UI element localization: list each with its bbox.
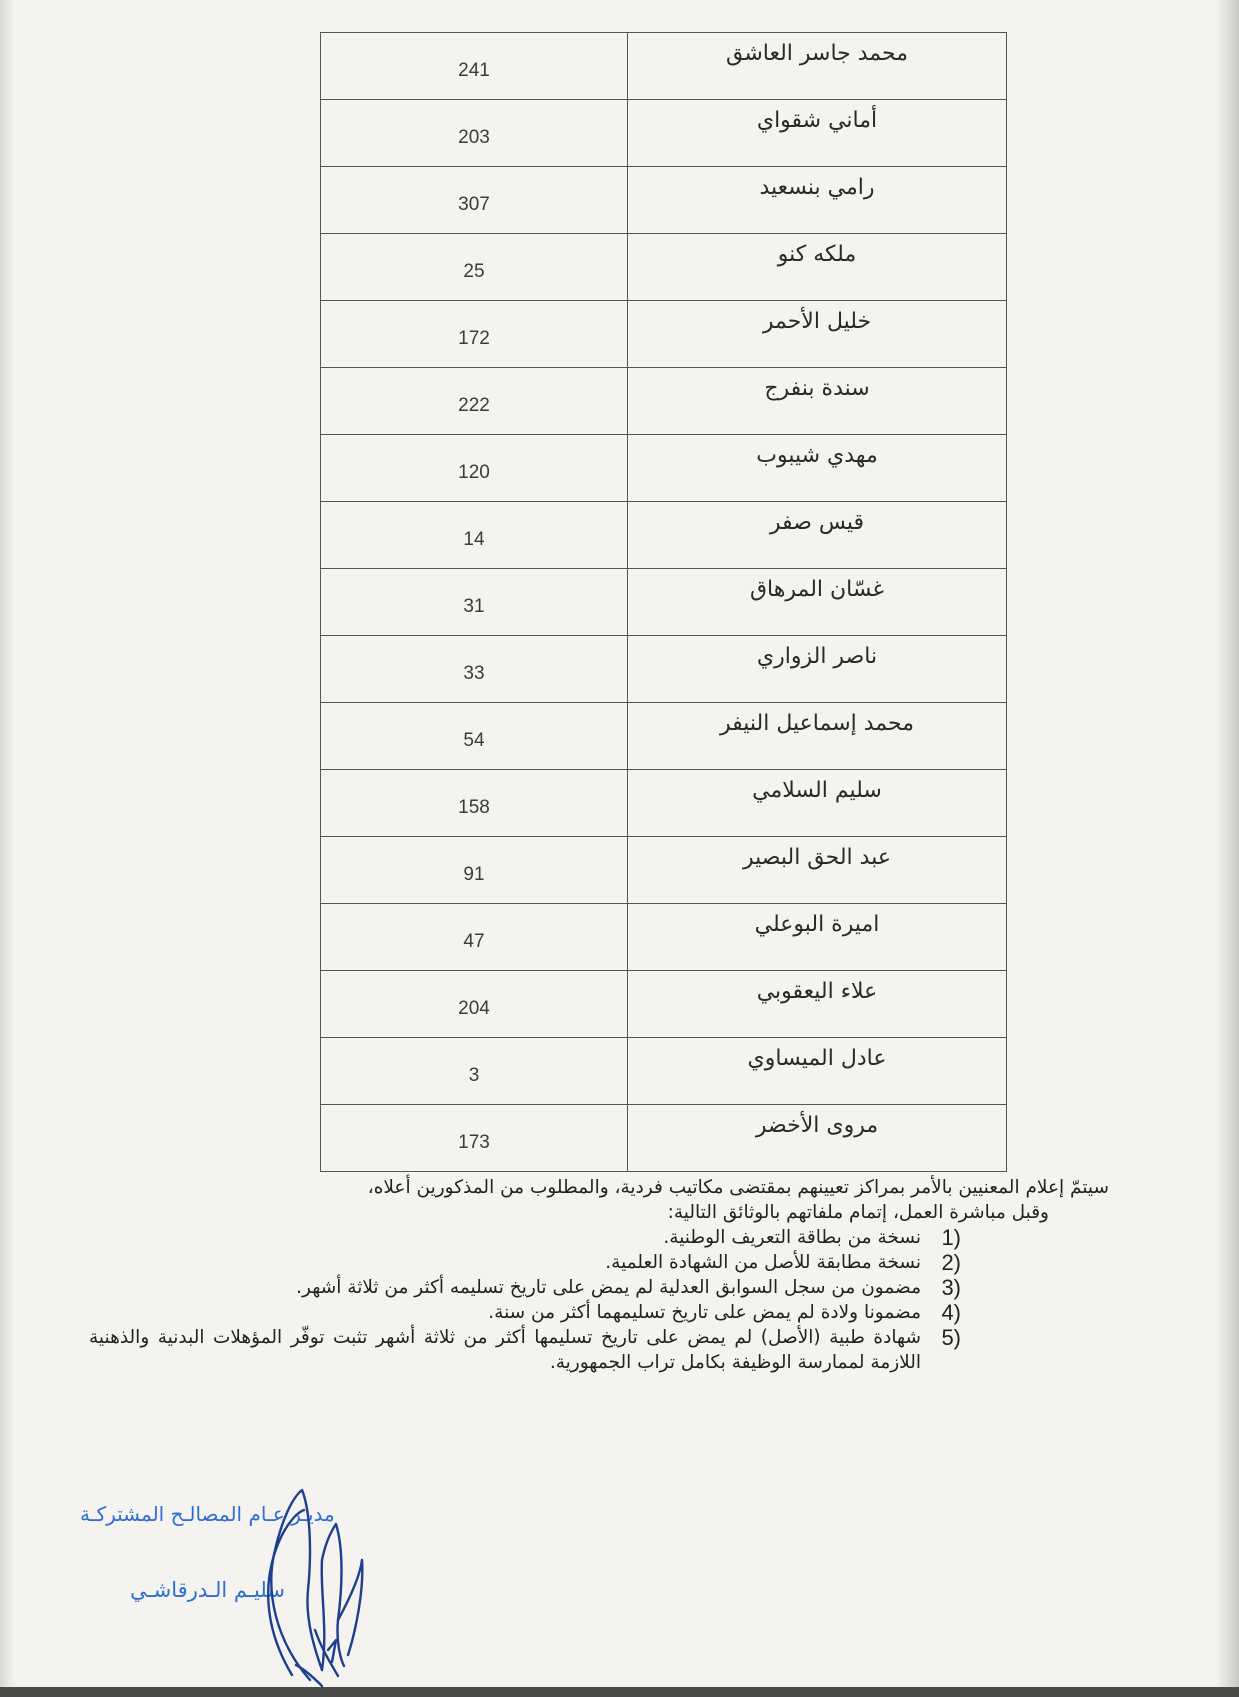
roster-table [320, 32, 1007, 1172]
page-shadow-right [1217, 0, 1239, 1697]
roster-body [321, 33, 1007, 1172]
number-cell: 54 [321, 703, 628, 770]
number-cell: 91 [321, 837, 628, 904]
name-cell: غسّان المرهاق [628, 569, 1007, 636]
number-cell: 307 [321, 167, 628, 234]
name-cell: ملكه كنو [628, 234, 1007, 301]
list-item [89, 1325, 1109, 1375]
name-cell: علاء اليعقوبي [628, 971, 1007, 1038]
table-row [321, 234, 1007, 301]
item-text: نسخة من بطاقة التعريف الوطنية. [663, 1227, 921, 1248]
item-number: 5) [941, 1325, 961, 1350]
number-cell: 47 [321, 904, 628, 971]
item-number: 2) [941, 1250, 961, 1275]
number-cell: 14 [321, 502, 628, 569]
notice-line-1: سيتمّ إعلام المعنيين بالأمر بمراكز تعيينهم بمقتضى مكاتيب فردية، والمطلوب من المذكورين أعلاه، [367, 1177, 1109, 1198]
list-item [89, 1300, 1109, 1325]
signature-title: مديـر عـام المصالـح المشتركـة [80, 1502, 335, 1526]
number-cell: 241 [321, 33, 628, 100]
table-row [321, 100, 1007, 167]
number-cell: 25 [321, 234, 628, 301]
number-cell: 158 [321, 770, 628, 837]
number-cell: 203 [321, 100, 628, 167]
list-item [89, 1225, 1109, 1250]
table-row [321, 837, 1007, 904]
number-cell: 3 [321, 1038, 628, 1105]
name-cell: قيس صفر [628, 502, 1007, 569]
name-cell: محمد إسماعيل النيفر [628, 703, 1007, 770]
table-row [321, 167, 1007, 234]
table-row [321, 33, 1007, 100]
number-cell: 31 [321, 569, 628, 636]
number-cell: 173 [321, 1105, 628, 1172]
table-row [321, 770, 1007, 837]
number-cell: 33 [321, 636, 628, 703]
table-row [321, 368, 1007, 435]
table-row [321, 502, 1007, 569]
name-cell: عبد الحق البصير [628, 837, 1007, 904]
name-cell: عادل الميساوي [628, 1038, 1007, 1105]
item-text: نسخة مطابقة للأصل من الشهادة العلمية. [605, 1252, 921, 1273]
item-number: 4) [941, 1300, 961, 1325]
item-number: 1) [941, 1225, 961, 1250]
name-cell: مهدي شيبوب [628, 435, 1007, 502]
name-cell: سندة بنفرج [628, 368, 1007, 435]
handwritten-signature-icon [60, 1480, 500, 1690]
documents-list [89, 1225, 1109, 1375]
notice-line-2: وقبل مباشرة العمل، إتمام ملفاتهم بالوثائق التالية: [667, 1202, 1049, 1223]
name-cell: رامي بنسعيد [628, 167, 1007, 234]
item-text: شهادة طبية (الأصل) لم يمض على تاريخ تسليمها أكثر من ثلاثة أشهر تثبت توفّر المؤهلات البدنية والذهنية اللازمة لممارسة الوظيفة بكامل تراب الجمهورية. [89, 1327, 921, 1373]
name-cell: سليم السلامي [628, 770, 1007, 837]
table-row [321, 435, 1007, 502]
table-row [321, 301, 1007, 368]
name-cell: خليل الأحمر [628, 301, 1007, 368]
name-cell: مروى الأخضر [628, 1105, 1007, 1172]
table-row [321, 569, 1007, 636]
number-cell: 172 [321, 301, 628, 368]
table-row [321, 971, 1007, 1038]
item-text: مضمونا ولادة لم يمض على تاريخ تسليمهما أكثر من سنة. [488, 1302, 921, 1323]
number-cell: 222 [321, 368, 628, 435]
item-text: مضمون من سجل السوابق العدلية لم يمض على تاريخ تسليمه أكثر من ثلاثة أشهر. [296, 1277, 921, 1298]
table-row [321, 904, 1007, 971]
page-bottom-edge [0, 1687, 1239, 1697]
list-item [89, 1275, 1109, 1300]
list-item [89, 1250, 1109, 1275]
name-cell: محمد جاسر العاشق [628, 33, 1007, 100]
table-row [321, 1038, 1007, 1105]
name-cell: ناصر الزواري [628, 636, 1007, 703]
name-cell: أماني شقواي [628, 100, 1007, 167]
name-cell: اميرة البوعلي [628, 904, 1007, 971]
number-cell: 204 [321, 971, 628, 1038]
number-cell: 120 [321, 435, 628, 502]
signature-name: سليـم الـدرقاشـي [130, 1578, 285, 1602]
table-row [321, 703, 1007, 770]
signature-block [60, 1480, 500, 1690]
notice-paragraph [89, 1175, 1109, 1375]
table-row [321, 636, 1007, 703]
page-shadow-left [0, 0, 14, 1697]
table-row [321, 1105, 1007, 1172]
item-number: 3) [941, 1275, 961, 1300]
